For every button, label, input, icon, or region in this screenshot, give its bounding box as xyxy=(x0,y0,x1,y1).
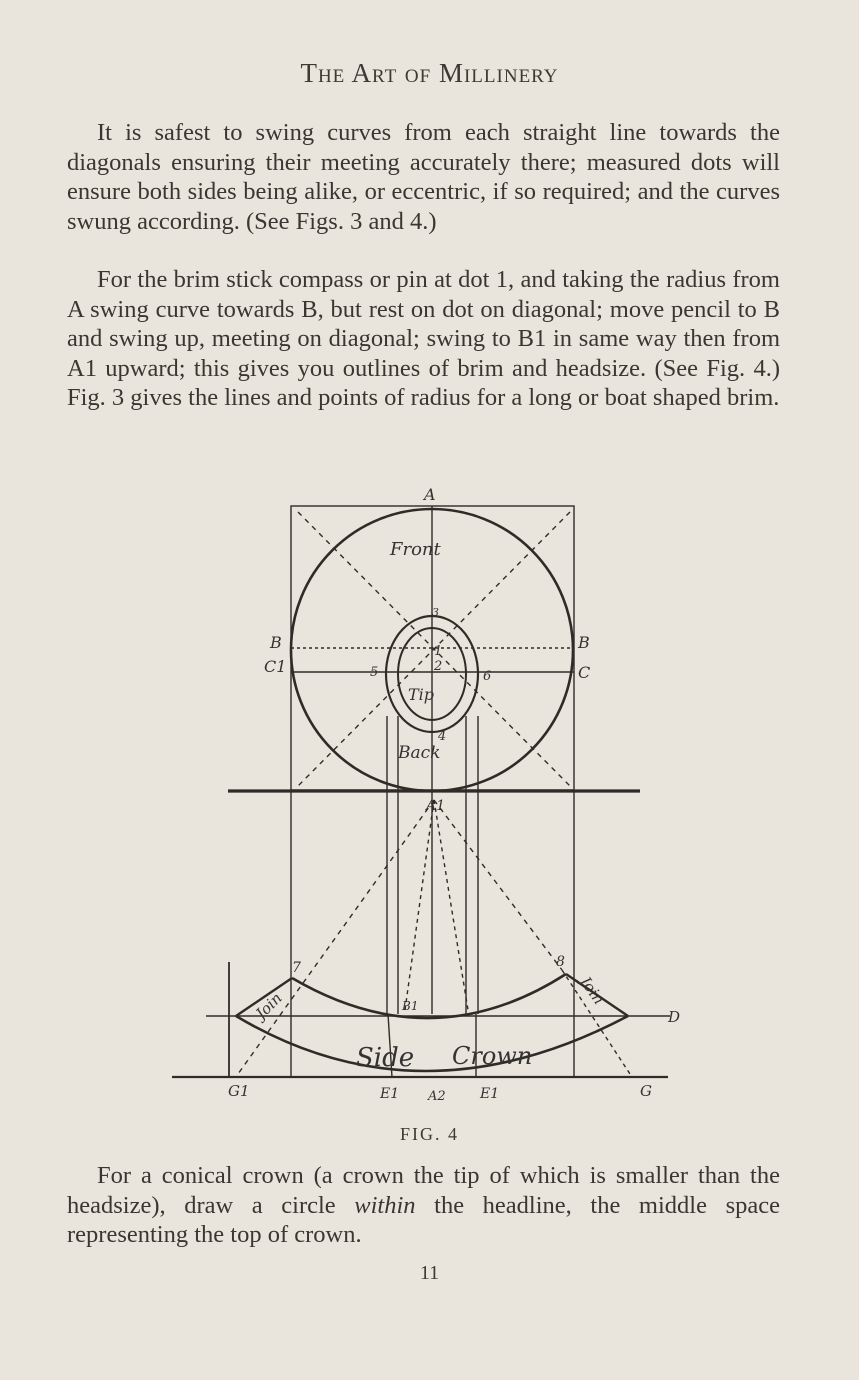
label-b1: B1 xyxy=(402,999,419,1013)
side-crown-lower-arc xyxy=(236,1016,628,1071)
label-2: 2 xyxy=(434,659,443,674)
label-g-left: G1 xyxy=(228,1082,250,1100)
figure-4-diagram xyxy=(165,478,695,1118)
label-back: Back xyxy=(398,743,441,763)
label-c-left: C1 xyxy=(264,657,287,676)
ray-2 xyxy=(405,800,434,1010)
label-g-right: G xyxy=(640,1082,652,1100)
label-c-right: C xyxy=(578,663,591,682)
label-6: 6 xyxy=(483,669,492,684)
label-front: Front xyxy=(390,539,441,560)
label-a1: A1 xyxy=(426,798,446,814)
paragraph-1 xyxy=(67,118,780,236)
paragraph-2-text: For the brim stick compass or pin at dot 1, and taking the radius from A swing curve towards B, but rest on dot on diagonal; move pencil to B and swing up, meeting on diagonal; swing to B1 in same way then from A1 upward; this gives you outlines of brim and headsize. (See Fig. 4.) Fig. 3 gives the lines and points of radius for a long or boat shaped brim. xyxy=(67,266,780,411)
ray-4 xyxy=(434,800,562,970)
paragraph-3-emphasis: within xyxy=(354,1191,416,1219)
label-8: 8 xyxy=(556,954,565,970)
paragraph-3 xyxy=(67,1161,780,1250)
paragraph-1-text: It is safest to swing curves from each straight line towards the diagonals ensuring their meeting accurately there; measured dots will ensure both sides being alike, or eccentric, if so required; and the curves swung according. (See Figs. 3 and 4.) xyxy=(67,119,780,235)
label-1: 1 xyxy=(434,644,443,659)
paragraph-3-text-before: For a conical crown (a crown the tip of which is smaller than the headsize), draw a circle xyxy=(67,1162,780,1219)
label-a2: A2 xyxy=(428,1089,446,1104)
label-tip: Tip xyxy=(408,685,435,704)
label-7: 7 xyxy=(292,960,301,976)
label-join-left: Join xyxy=(252,989,286,1023)
label-b-right: B xyxy=(578,633,590,652)
label-b-left: B xyxy=(270,633,282,652)
label-e-right: E1 xyxy=(480,1086,500,1102)
label-join-right: Join xyxy=(576,973,609,1008)
label-d: D xyxy=(668,1008,681,1026)
figure-caption: FIG. 4 xyxy=(399,1124,459,1144)
side-crown-upper-arc xyxy=(292,974,566,1018)
label-3: 3 xyxy=(432,606,439,619)
label-5: 5 xyxy=(370,665,379,680)
label-a: A xyxy=(424,485,436,504)
label-4: 4 xyxy=(438,729,447,744)
label-e-left: E1 xyxy=(380,1086,400,1102)
label-crown: Crown xyxy=(452,1042,533,1070)
ray-3 xyxy=(434,800,468,1010)
page-number: 11 xyxy=(419,1262,440,1284)
label-side: Side xyxy=(356,1043,415,1073)
paragraph-2 xyxy=(67,265,780,413)
paragraph-3-text-after: the headline, the middle space representing the top of crown. xyxy=(67,1191,780,1248)
running-head: The Art of Millinery xyxy=(300,58,559,88)
